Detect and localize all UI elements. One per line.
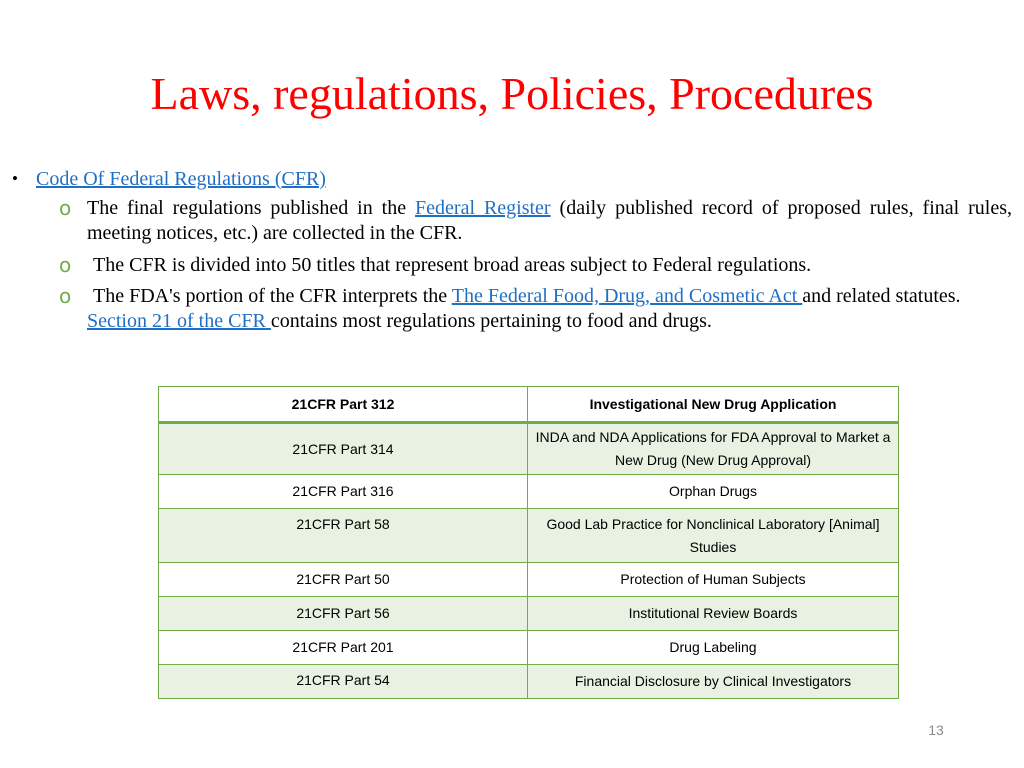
bullet-marker: •: [12, 169, 18, 188]
cfr-description-cell: Protection of Human Subjects: [528, 563, 899, 597]
cfr-part-cell: 21CFR Part 58: [159, 509, 528, 563]
sub-bullet-marker: o: [59, 253, 72, 277]
sub3-text-middle: and related statutes.: [802, 285, 961, 307]
sub-bullet-marker: o: [59, 196, 72, 220]
table-header-cell: Investigational New Drug Application: [528, 387, 899, 423]
sub-bullet-cfr-titles: [59, 253, 1012, 279]
sub3-text-after: contains most regulations pertaining to food and drugs.: [270, 310, 712, 332]
sub-bullet-fda-portion: [59, 284, 1012, 336]
cfr-part-cell: 21CFR Part 201: [159, 631, 528, 665]
page-number: 13: [928, 722, 944, 738]
cfr-description-cell: Financial Disclosure by Clinical Investigators: [528, 665, 899, 699]
cfr-description-cell: Good Lab Practice for Nonclinical Laboratory [Animal] Studies: [528, 509, 899, 563]
fdca-link[interactable]: The Federal Food, Drug, and Cosmetic Act: [451, 285, 803, 307]
sub-bullet-marker: o: [59, 284, 72, 308]
cfr-description-cell: Institutional Review Boards: [528, 597, 899, 631]
cfr-link[interactable]: Code Of Federal Regulations (CFR): [36, 168, 326, 190]
section-21-link[interactable]: Section 21 of the CFR: [87, 310, 271, 332]
cfr-description-cell: INDA and NDA Applications for FDA Approval to Market a New Drug (New Drug Approval): [528, 423, 899, 475]
sub1-text-before: The final regulations published in the: [87, 197, 416, 219]
table-row: [159, 597, 899, 631]
table-row: [159, 423, 899, 475]
cfr-part-cell: 21CFR Part 54: [159, 665, 528, 699]
cfr-parts-table: [158, 386, 899, 699]
cfr-part-cell: 21CFR Part 56: [159, 597, 528, 631]
table-header-row: [159, 387, 899, 423]
table-row: [159, 475, 899, 509]
sub1-text-after: (daily published record of proposed rules, final rules, meeting notices, etc.) are collected in the CFR.: [87, 197, 1013, 244]
table-row: [159, 509, 899, 563]
sub3-text-before: The FDA's portion of the CFR interprets the: [93, 285, 452, 307]
cfr-description-cell: Orphan Drugs: [528, 475, 899, 509]
sub-bullet-federal-register: [59, 196, 1013, 248]
sub2-text: The CFR is divided into 50 titles that represent broad areas subject to Federal regulations.: [93, 254, 812, 276]
cfr-description-cell: Drug Labeling: [528, 631, 899, 665]
cfr-part-cell: 21CFR Part 50: [159, 563, 528, 597]
table-header-cell: 21CFR Part 312: [159, 387, 528, 423]
table-row: [159, 563, 899, 597]
cfr-part-cell: 21CFR Part 314: [159, 423, 528, 475]
federal-register-link[interactable]: Federal Register: [415, 197, 551, 219]
table-row: [159, 665, 899, 699]
slide-title: Laws, regulations, Policies, Procedures: [150, 68, 874, 119]
table-row: [159, 631, 899, 665]
cfr-part-cell: 21CFR Part 316: [159, 475, 528, 509]
